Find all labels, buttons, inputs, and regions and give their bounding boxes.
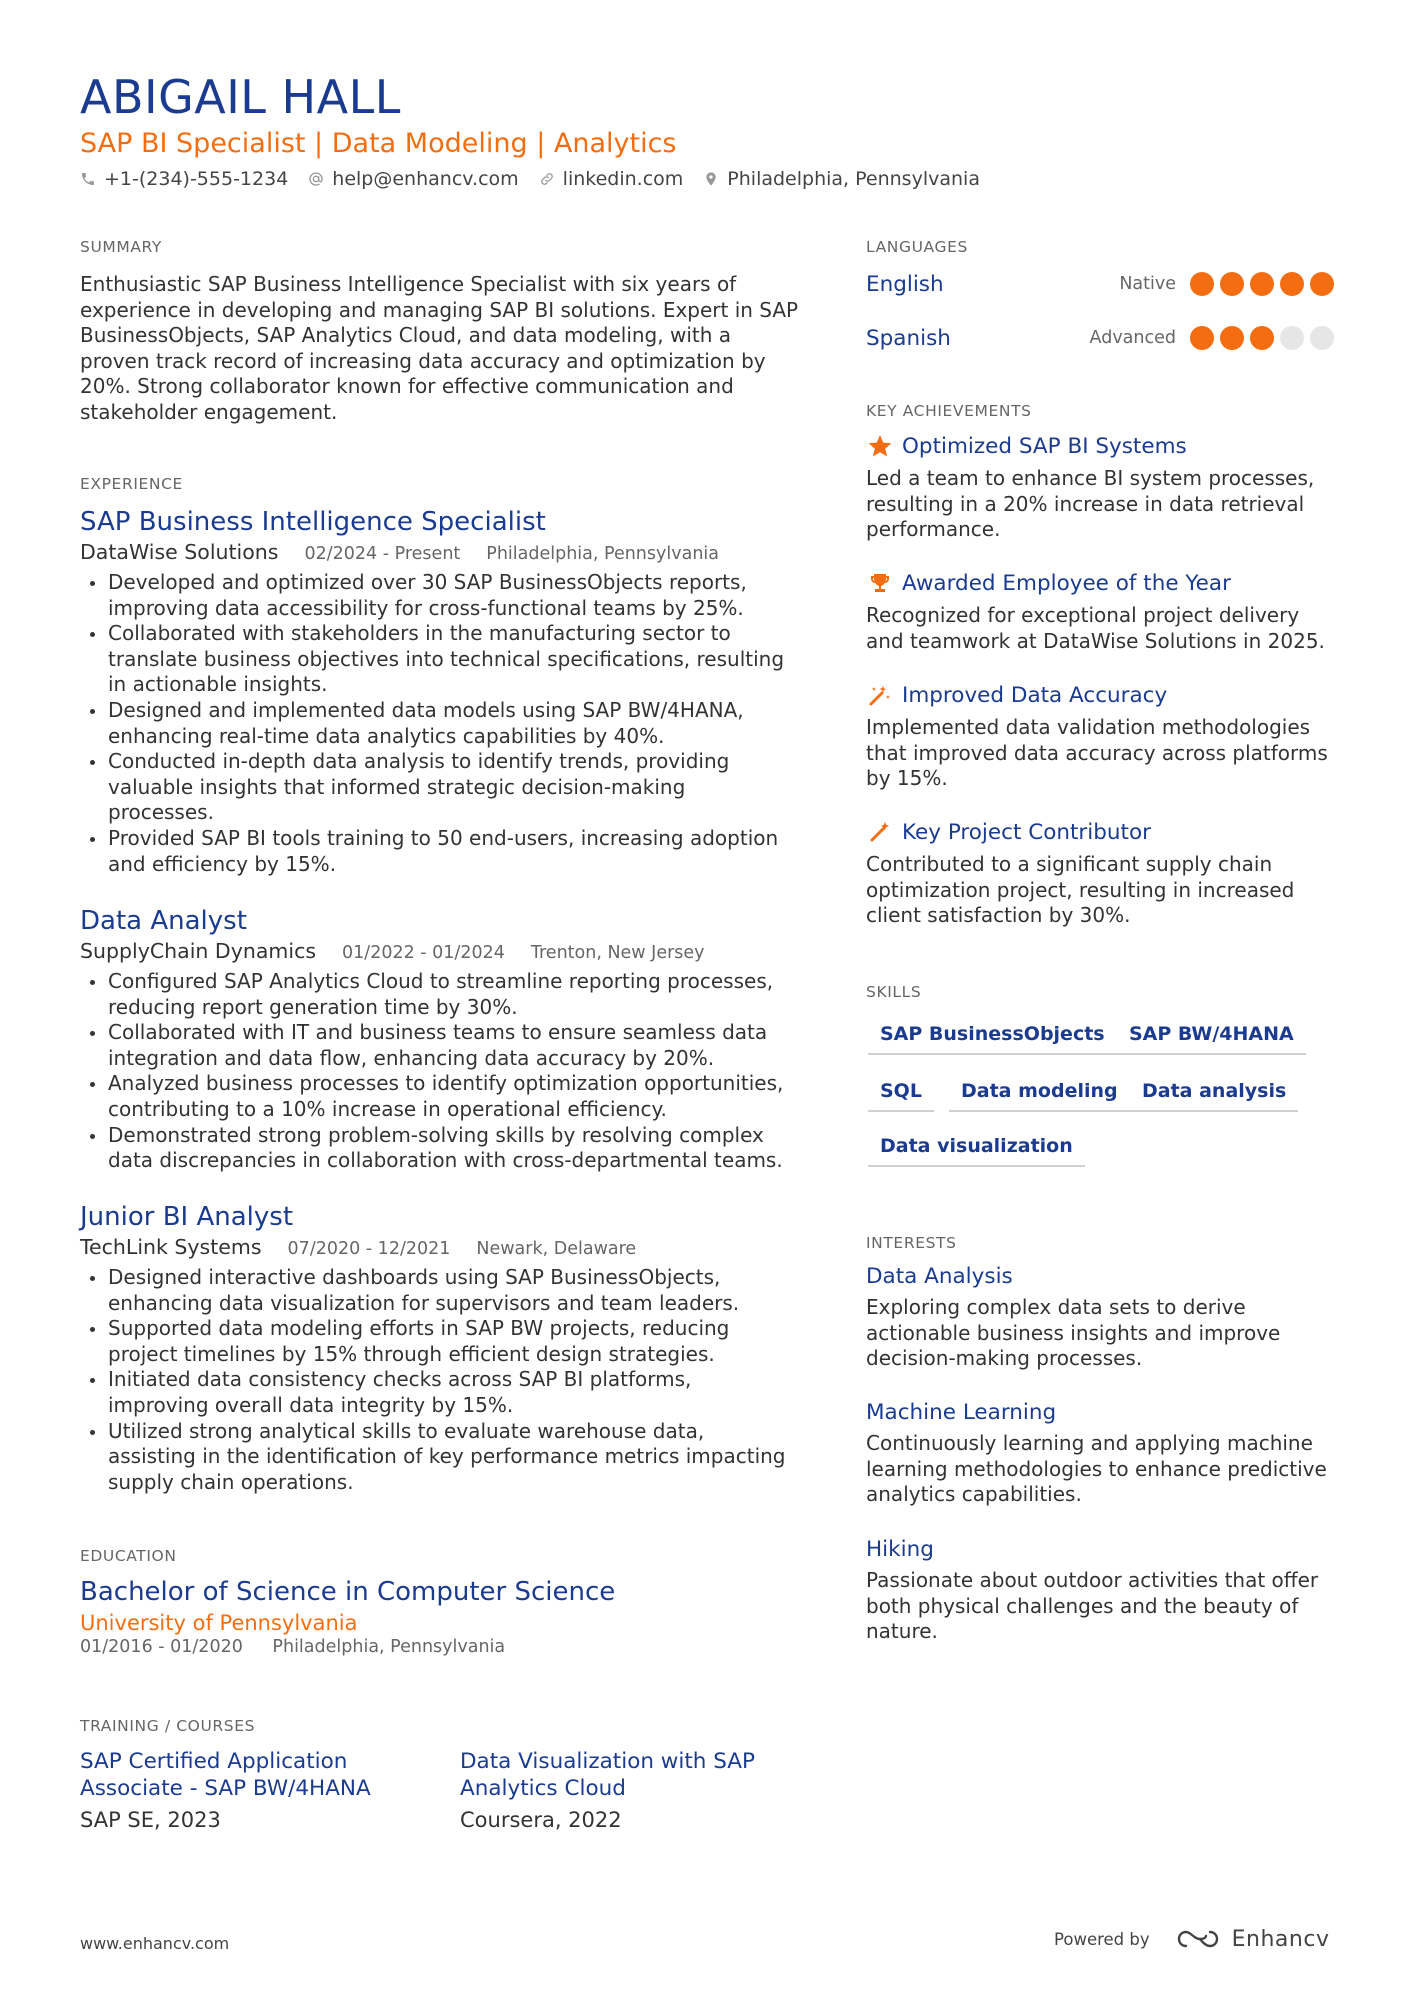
skill-tag: Data modeling (949, 1080, 1130, 1112)
job-bullet: Collaborated with stakeholders in the manufacturing sector to translate business objectives into technical specifications, resulting in actionable insights. (80, 621, 790, 698)
phone-icon (80, 171, 96, 187)
summary-text: Enthusiastic SAP Business Intelligence Specialist with six years of experience in developing and managing SAP BI solutions. Expert in SAP BusinessObjects, SAP Analytics Cloud, and data modeling, with a proven track record of increasing data accuracy and optimization by 20%. Strong collaborator known for effective communication and stakeholder engagement. (80, 272, 799, 424)
job-bullets (80, 969, 790, 1174)
job-bullet: Provided SAP BI tools training to 50 end-users, increasing adoption and efficiency by 15%. (80, 826, 790, 877)
contact-location (703, 168, 980, 190)
job-bullet: Designed interactive dashboards using SAP BusinessObjects, enhancing data visualization for supervisors and team leaders. (80, 1265, 790, 1316)
interest-desc: Exploring complex data sets to derive actionable business insights and improve decision-making processes. (866, 1295, 1281, 1371)
achievement-desc: Implemented data validation methodologies that improved data accuracy across platforms by 15%. (866, 715, 1328, 791)
achievement-item (866, 681, 1336, 792)
job-dates: 01/2022 - 01/2024 (342, 943, 505, 963)
brand-name: Enhancv (1231, 1926, 1330, 1952)
job-bullet: Utilized strong analytical skills to evaluate warehouse data, assisting in the identification of key performance metrics impacting supply chain operations. (80, 1419, 790, 1496)
job-meta (80, 538, 790, 568)
footer-website[interactable]: www.enhancv.com (80, 1934, 230, 1953)
course-provider: SAP SE, 2023 (80, 1808, 221, 1832)
candidate-title: SAP BI Specialist | Data Modeling | Analytics (80, 128, 677, 159)
interests-heading: INTERESTS (866, 1234, 957, 1252)
contact-email[interactable] (308, 168, 518, 190)
skill-tag: Data visualization (868, 1135, 1085, 1167)
job-dates: 02/2024 - Present (304, 544, 461, 564)
job-bullet: Conducted in-depth data analysis to identify trends, providing valuable insights that informed strategic decision-making processes. (80, 749, 790, 826)
training-heading: TRAINING / COURSES (80, 1717, 256, 1735)
course-entry (460, 1748, 790, 1832)
rating-dot-filled (1250, 272, 1274, 296)
rating-dot-empty (1280, 326, 1304, 350)
magic-wand-icon (866, 818, 894, 846)
rating-dot-filled (1280, 272, 1304, 296)
job-title: Junior BI Analyst (80, 1202, 294, 1232)
skill-tag: Data analysis (1130, 1080, 1298, 1112)
job-location: Trenton, New Jersey (530, 943, 705, 963)
location-pin-icon (703, 171, 719, 187)
achievement-title: Improved Data Accuracy (902, 682, 1168, 708)
contact-linkedin[interactable] (539, 168, 684, 190)
language-rating (1184, 272, 1334, 296)
achievements-heading: KEY ACHIEVEMENTS (866, 402, 1032, 420)
rating-dot-filled (1220, 272, 1244, 296)
job-bullet: Analyzed business processes to identify optimization opportunities, contributing to a 10% increase in operational efficiency. (80, 1071, 790, 1122)
rating-dot-filled (1220, 326, 1244, 350)
achievement-item (866, 432, 1336, 543)
skill-tag: SAP BusinessObjects (868, 1023, 1117, 1055)
trophy-icon (866, 569, 894, 597)
language-rating (1184, 326, 1334, 350)
language-level: Native (1119, 274, 1176, 294)
education-heading: EDUCATION (80, 1547, 177, 1565)
skill-tag: SQL (868, 1080, 934, 1112)
job-bullet: Demonstrated strong problem-solving skills by resolving complex data discrepancies in collaboration with cross-departmental teams. (80, 1123, 790, 1174)
footer-branding[interactable] (1054, 1926, 1329, 1952)
job-bullets (80, 570, 790, 877)
edu-location: Philadelphia, Pennsylvania (272, 1637, 506, 1657)
summary-heading: SUMMARY (80, 238, 162, 256)
job-bullet: Configured SAP Analytics Cloud to streamline reporting processes, reducing report generation time by 30%. (80, 969, 790, 1020)
edu-dates: 01/2016 - 01/2020 (80, 1637, 243, 1657)
course-provider: Coursera, 2022 (460, 1808, 622, 1832)
phone-text: +1-(234)-555-1234 (104, 168, 289, 190)
course-entry (80, 1748, 410, 1832)
language-level: Advanced (1089, 328, 1176, 348)
enhancv-logo-icon (1176, 1926, 1224, 1952)
job-bullet: Developed and optimized over 30 SAP BusinessObjects reports, improving data accessibility for cross-functional teams by 25%. (80, 570, 790, 621)
powered-by-text: Powered by (1054, 1929, 1150, 1949)
achievement-desc: Led a team to enhance BI system processes, resulting in a 20% increase in data retrieval performance. (866, 466, 1315, 542)
job-bullet: Supported data modeling efforts in SAP BW projects, reducing project timelines by 15% through efficient design strategies. (80, 1316, 790, 1367)
link-icon (539, 171, 555, 187)
job-title: SAP Business Intelligence Specialist (80, 507, 546, 537)
course-title: SAP Certified Application Associate - SAP BW/4HANA (80, 1749, 371, 1801)
achievement-desc: Recognized for exceptional project delivery and teamwork at DataWise Solutions in 2025. (866, 603, 1325, 653)
education-entry (80, 1577, 790, 1657)
rating-dot-filled (1190, 326, 1214, 350)
experience-heading: EXPERIENCE (80, 475, 183, 493)
job-company: DataWise Solutions (80, 540, 279, 564)
interest-desc: Continuously learning and applying machine learning methodologies to enhance predictive analytics capabilities. (866, 1431, 1327, 1507)
rating-dot-filled (1190, 272, 1214, 296)
rating-dot-filled (1250, 326, 1274, 350)
job-title: Data Analyst (80, 906, 247, 936)
edu-degree: Bachelor of Science in Computer Science (80, 1577, 616, 1607)
candidate-name: ABIGAIL HALL (80, 70, 401, 124)
at-icon (308, 171, 324, 187)
edu-meta (80, 1637, 790, 1657)
interest-title: Hiking (866, 1537, 934, 1562)
job-dates: 07/2020 - 12/2021 (287, 1239, 451, 1259)
linkedin-text: linkedin.com (562, 168, 684, 190)
rating-dot-empty (1310, 326, 1334, 350)
language-row (866, 269, 1336, 299)
job-meta (80, 1233, 790, 1263)
job-meta (80, 937, 790, 967)
course-title: Data Visualization with SAP Analytics Cloud (460, 1749, 755, 1801)
job-bullet: Collaborated with IT and business teams to ensure seamless data integration and data flow, enhancing data accuracy by 20%. (80, 1020, 790, 1071)
rating-dot-filled (1310, 272, 1334, 296)
job-company: TechLink Systems (80, 1235, 262, 1259)
language-name: English (866, 271, 944, 297)
interest-title: Machine Learning (866, 1400, 1057, 1425)
job-entry (80, 506, 790, 877)
skill-tag: SAP BW/4HANA (1117, 1023, 1306, 1055)
star-icon (866, 432, 894, 460)
edu-school: University of Pennsylvania (80, 1611, 358, 1635)
interest-item (866, 1400, 1336, 1508)
email-text: help@enhancv.com (332, 168, 519, 190)
interest-title: Data Analysis (866, 1264, 1013, 1289)
languages-heading: LANGUAGES (866, 238, 968, 256)
interest-desc: Passionate about outdoor activities that offer both physical challenges and the beauty of nature. (866, 1568, 1319, 1644)
location-text: Philadelphia, Pennsylvania (727, 168, 980, 190)
job-bullet: Designed and implemented data models using SAP BW/4HANA, enhancing real-time data analytics capabilities by 40%. (80, 698, 790, 749)
achievement-item (866, 818, 1336, 929)
interest-item (866, 1264, 1336, 1372)
job-location: Newark, Delaware (476, 1239, 637, 1259)
job-bullet: Initiated data consistency checks across SAP BI platforms, improving overall data integrity by 15%. (80, 1367, 790, 1418)
interest-item (866, 1537, 1336, 1645)
skills-heading: SKILLS (866, 983, 922, 1001)
job-entry (80, 1201, 790, 1495)
job-company: SupplyChain Dynamics (80, 939, 317, 963)
job-bullets (80, 1265, 790, 1495)
language-name: Spanish (866, 325, 951, 351)
contact-phone[interactable] (80, 168, 288, 190)
contact-bar (80, 168, 1000, 190)
chart-wand-icon (866, 681, 894, 709)
job-entry (80, 905, 790, 1174)
achievement-desc: Contributed to a significant supply chain optimization project, resulting in increased client satisfaction by 30%. (866, 852, 1295, 928)
achievement-item (866, 569, 1336, 654)
achievement-title: Awarded Employee of the Year (902, 570, 1231, 596)
achievement-title: Key Project Contributor (902, 819, 1151, 845)
job-location: Philadelphia, Pennsylvania (486, 544, 719, 564)
language-row (866, 323, 1336, 353)
achievement-title: Optimized SAP BI Systems (902, 433, 1187, 459)
